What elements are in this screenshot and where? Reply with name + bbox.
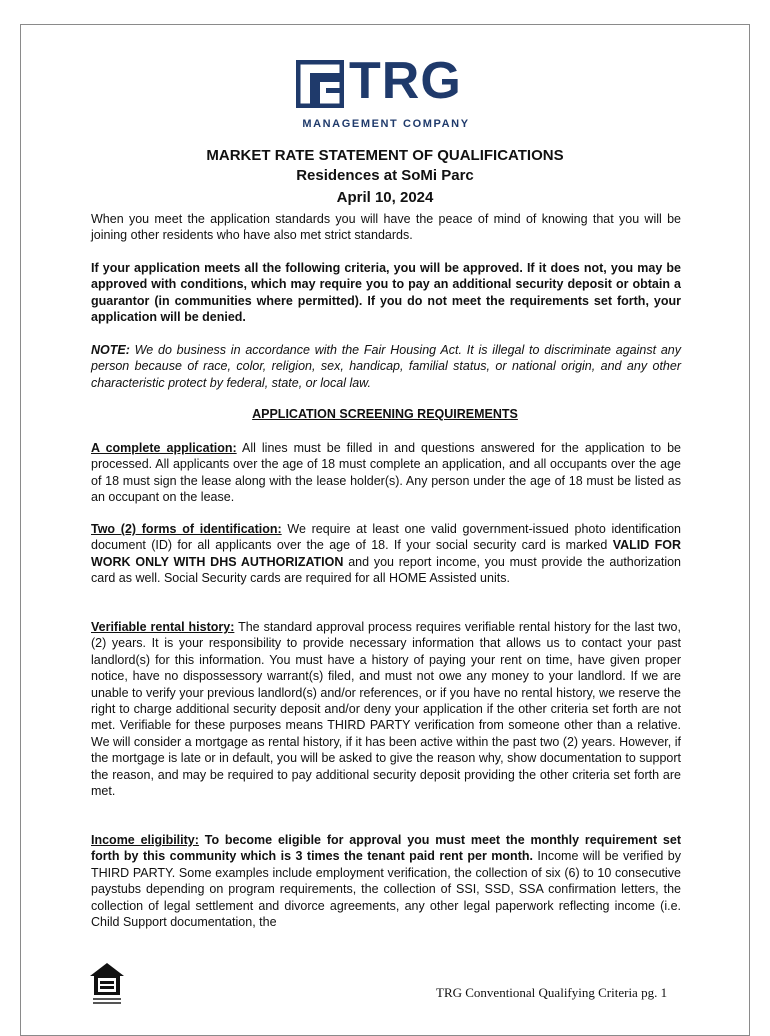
identification-heading: Two (2) forms of identification: xyxy=(91,522,282,536)
identification-emphasis: VALID FOR WORK ONLY WITH DHS AUTHORIZATION xyxy=(91,538,681,569)
fair-housing-note xyxy=(91,342,681,391)
identification-text-b: and you report income, you must provide the authorization card as well. Social Security cards are required for all HOME Assisted units. xyxy=(91,554,681,586)
note-text: We do business in accordance with the Fair Housing Act. It is illegal to discriminate against any person because of race, color, religion, sex, handicap, familial status, or national origin, and any other characteristic protect by federal, state, or local law. xyxy=(91,343,681,390)
complete-application-heading: A complete application: xyxy=(91,441,237,455)
income-bold-text: To become eligible for approval you must meet the monthly requirement set forth by this community which is 3 times the tenant paid rent per month. xyxy=(91,833,681,864)
rental-history-heading: Verifiable rental history: xyxy=(91,620,235,634)
page-footer: TRG Conventional Qualifying Criteria pg. 1 xyxy=(436,985,668,1000)
income-paragraph xyxy=(91,832,681,930)
income-text: Income will be verified by THIRD PARTY. Some examples include employment verification, the collection of six (6) to 10 consecutive paystubs depending on program requirements, the collection of SSI, SSD, SSA confirmation letters, the collection of legal settlement and divorce agreements, any other legal paperwork reflecting income (i.e. Child Support documentation, the xyxy=(91,849,681,930)
property-name: Residences at SoMi Parc xyxy=(296,167,474,184)
identification-text-a: We require at least one valid government-issued photo identification document (ID) for all applicants over the age of 18. If your social security card is marked xyxy=(91,522,681,553)
trg-logo-icon xyxy=(296,60,344,108)
logo-wordmark: TRG xyxy=(349,52,462,110)
intro-paragraph: When you meet the application standards you will have the peace of mind of knowing that you will be joining other residents who have also met strict standards. xyxy=(91,212,681,243)
complete-application-text: All lines must be filled in and questions answered for the application to be processed. All applicants over the age of 18 must complete an application, and all occupants over the age of 18 must sign the lease along with the lease holder(s). Any person under the age of 18 must be listed as an occupant on the lease. xyxy=(91,441,681,505)
identification-paragraph xyxy=(91,521,681,587)
company-logo xyxy=(296,40,476,132)
note-label: NOTE: xyxy=(91,343,130,357)
income-heading: Income eligibility: xyxy=(91,833,199,847)
document-title: MARKET RATE STATEMENT OF QUALIFICATIONS xyxy=(206,147,564,164)
equal-housing-opportunity-icon xyxy=(89,962,125,1006)
section-heading: APPLICATION SCREENING REQUIREMENTS xyxy=(252,407,518,421)
rental-history-text: The standard approval process requires verifiable rental history for the last two, (2) years. It is your responsibility to provide necessary information that allows us to contact your past landlord(s) for this information. You must have a history of paying your rent on time, have given proper notice, have no dispossessory warrant(s) filed, and must not owe any money to your landlord. If we are unable to verify your previous landlord(s) and/or references, or if you have no rental history, we reserve the right to charge additional security deposit and/or deny your application if the other criteria set forth are not met. Verifiable for these purposes means THIRD PARTY verification from someone other than a relative. We will consider a mortgage as rental history, if it has been active within the past two (2) years. However, if the mortgage is late or in default, you will be asked to give the reason why, show documentation to support the reason, and may be required to pay additional security deposit providing the other criteria set forth are met. xyxy=(91,620,681,799)
rental-history-paragraph xyxy=(91,619,681,799)
complete-application-paragraph xyxy=(91,440,681,506)
logo-subtitle: MANAGEMENT COMPANY xyxy=(302,118,470,130)
criteria-notice: If your application meets all the following criteria, you will be approved. If it does not, you may be approved with conditions, which may require you to pay an additional security deposit or obtain a guarantor (in communities where permitted). If you do not meet the requirements set forth, your application will be denied. xyxy=(91,261,681,325)
statement-date: April 10, 2024 xyxy=(336,189,434,206)
